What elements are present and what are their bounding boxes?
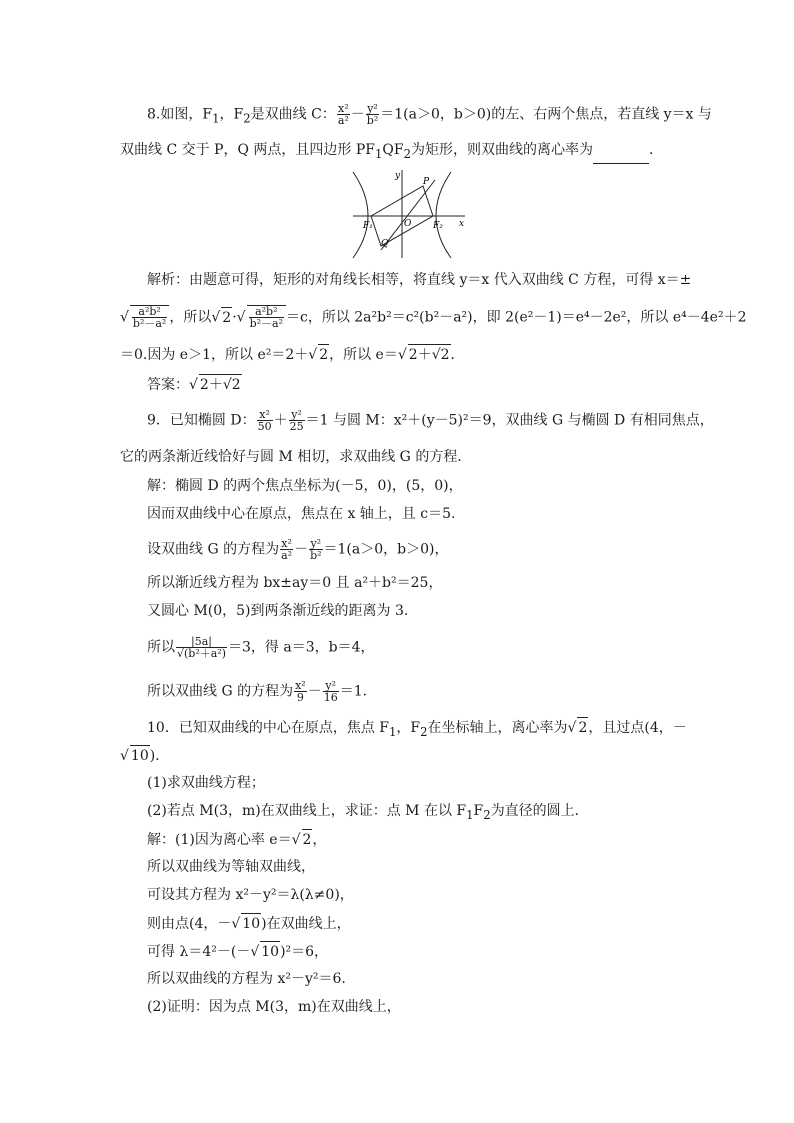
text: 解析：由题意可得，矩形的对角线长相等，将直线 y＝x 代入双曲线 C 方程，可得 x＝± [147,272,692,288]
text: ，F [396,720,421,736]
q10-part-1 [147,773,265,793]
text: 解：(1)因为离心率 e＝ [147,832,292,848]
q8-solution-2: √ $\frac{\text{a²b²}}{\text{b²－a²}}$ ，所以√ 2·√ $\frac{\text{a²b²}}{\text{b²－a²}}$ ＝c，所以 2a²b²＝c²(b²－a²)，即 2(e²－1)＝e⁴－2e²，所以 e⁴－4e²＋2 [120,305,747,330]
text: 10．已知双曲线的中心在原点，焦点 F [147,720,389,736]
text: 所以 [147,639,175,656]
text: 所以双曲线为等轴双曲线， [147,859,315,875]
numerator: a²b² [249,306,284,318]
q8-line-1 [147,103,712,128]
text: ，所以 [169,309,212,326]
sub: 2 [243,111,251,126]
text: 所以双曲线 G 的方程为 [147,683,294,700]
sqrt: 10 [130,745,150,766]
text: (2)证明：因为点 M(3，m)在双曲线上， [147,999,401,1015]
sub: 1 [212,111,220,126]
sqrt: 2＋√2 [199,374,242,395]
text: ＝3，得 a＝3，b＝4， [228,639,375,656]
sqrt [247,305,286,329]
line-y-eq-x [381,180,435,250]
text: 是双曲线 C： [250,106,336,123]
fraction [366,103,379,126]
sqrt: 2 [318,344,329,365]
right-branch [436,172,451,258]
fraction [337,103,350,126]
numerator: x² [337,102,349,115]
denominator: b²－a² [249,317,283,330]
text: ，且过点(4，－ [588,720,687,736]
label-q: Q [381,239,389,249]
q9-sol-7 [147,680,367,703]
text: )²＝6， [280,944,329,960]
text: 8.如图，F [147,106,213,123]
numerator: y² [310,537,322,550]
fraction [323,680,339,703]
left-branch [353,172,368,258]
q10-sol-5: 可得 λ＝4²－(－√ 10)²＝6， [147,941,328,962]
text: )． [149,748,170,764]
q9-line-1 [147,409,714,432]
denominator: a² [281,549,293,562]
sqrt: 2＋√2 [408,344,451,365]
text: － [307,683,322,700]
text: 所以渐近线方程为 bx±ay＝0 且 a²＋b²＝25， [147,575,443,591]
fraction [294,680,307,703]
sqrt: 10 [260,941,280,962]
text: － [350,106,365,123]
sub: 1 [375,146,383,161]
q8-solution-3: ＝0.因为 e＞1，所以 e²＝2＋√ 2，所以 e＝√ 2＋√2. [120,344,455,365]
denominator: b² [310,549,322,562]
text: ＝1(a＞0，b＞0)， [323,541,449,558]
denominator: 50 [257,420,272,433]
text: . [450,347,455,363]
text: F [473,803,484,819]
q10-sol-6 [147,969,346,989]
fraction [280,538,293,561]
text: ． [649,142,664,158]
hyperbola-figure [341,168,471,260]
text: ，F [219,106,244,123]
label-o: O [404,219,412,229]
numerator: a²b² [132,306,167,318]
text: 在坐标轴上，离心率为 [427,720,568,736]
text: ＋ [273,412,288,429]
fraction [257,409,273,432]
label-p: P [423,177,430,187]
sub: 1 [466,807,474,822]
sqrt: 2 [221,307,232,328]
denominator: 9 [296,691,304,704]
fraction [309,538,322,561]
q9-sol-3 [147,538,448,561]
numerator: x² [281,537,292,550]
text: )在双曲线上， [261,916,351,932]
denominator: 25 [289,420,304,433]
sqrt: 10 [241,913,261,934]
denominator: b²－a² [132,317,167,330]
numerator: x² [257,409,273,421]
q9-sol-2 [147,504,455,524]
answer-blank [593,149,649,164]
q9-sol-1 [147,476,463,496]
fraction [289,409,305,432]
text: 双曲线 C 交于 P，Q 两点，且四边形 PF [120,142,375,158]
label-f1: F₁ [363,221,373,231]
text: 它的两条渐近线恰好与圆 M 相切，求双曲线 G 的方程． [120,449,472,465]
text: (2)若点 M(3，m)在双曲线上，求证：点 M 在以 F [147,803,467,819]
q9-sol-4 [147,573,442,593]
numerator: y² [367,102,378,115]
fraction [176,636,227,659]
label-f2: F₂ [433,221,443,231]
text: 可得 λ＝4²－(－ [147,944,251,960]
sqrt [130,305,169,329]
text: 设双曲线 G 的方程为 [147,541,280,558]
text: ，所以 e＝ [329,347,398,363]
text: 答案： [147,377,189,393]
numerator: y² [323,680,339,692]
denominator: √(b²＋a²) [177,647,227,660]
text: 则由点(4，－ [147,916,232,932]
text: 9．已知椭圆 D： [147,412,256,429]
text: · [232,309,237,326]
text: ＝1 与圆 M：x²＋(y－5)²＝9，双曲线 G 与椭圆 D 有相同焦点， [305,412,714,429]
numerator: x² [295,679,306,692]
sub: 2 [420,724,428,739]
sub: 2 [483,807,491,822]
sub: 2 [403,146,412,161]
numerator: |5a| [176,636,227,648]
label-y: y [395,171,401,181]
text: ， [312,832,327,848]
text: ＝c，所以 2a²b²＝c²(b²－a²)，即 2(e²－1)＝e⁴－2e²，所以 e⁴－4e²＋2 [285,309,747,326]
q10-sol-7 [147,997,401,1017]
q10-part-2 [147,801,589,825]
sqrt: 2 [577,717,588,738]
text: 又圆心 M(0，5)到两条渐近线的距离为 3. [147,603,409,619]
text: 可设其方程为 x²－y²＝λ(λ≠0)， [147,887,354,903]
text: 解：椭圆 D 的两个焦点坐标为(－5，0)，(5，0)， [147,478,463,494]
text: 所以双曲线的方程为 x²－y²＝6. [147,971,346,987]
text: ＝0.因为 e＞1，所以 e²＝2＋ [120,347,309,363]
q8-answer: 答案：√ 2＋√2 [147,374,242,395]
q10-sol-3 [147,885,354,905]
q10-line-1: 10．已知双曲线的中心在原点，焦点 $F_1$，$F_2$在坐标轴上，离心率为√ 2，且过点(4，－ [147,717,687,742]
q10-sol-2 [147,857,315,877]
q10-line-2: √ 10)． [120,745,169,766]
label-x: x [459,219,465,229]
text: ＝1. [339,683,368,700]
denominator: a² [337,114,349,127]
q9-line-2 [120,447,471,467]
numerator: y² [289,409,305,421]
q10-sol-4: 则由点(4，－√ 10)在双曲线上， [147,913,351,934]
q9-sol-5 [147,601,408,621]
q9-sol-6 [147,636,375,659]
text: 为矩形，则双曲线的离心率为 [411,142,594,158]
q10-sol-1: 解：(1)因为离心率 e＝√ 2， [147,829,326,850]
q8-line-2 [120,140,663,164]
text: QF [382,142,404,158]
fraction [249,306,284,329]
denominator: 16 [323,691,338,704]
text: (1)求双曲线方程； [147,775,265,791]
text: － [294,541,309,558]
fraction [132,306,167,329]
sqrt: 2 [302,829,313,850]
text: 为直径的圆上． [490,803,589,819]
q8-solution-1 [147,270,691,290]
text: ＝1(a＞0，b＞0)的左、右两个焦点，若直线 y＝x 与 [380,106,712,123]
sub: 1 [388,724,397,739]
text: 因而双曲线中心在原点，焦点在 x 轴上，且 c＝5. [147,506,456,522]
denominator: b² [366,114,379,127]
